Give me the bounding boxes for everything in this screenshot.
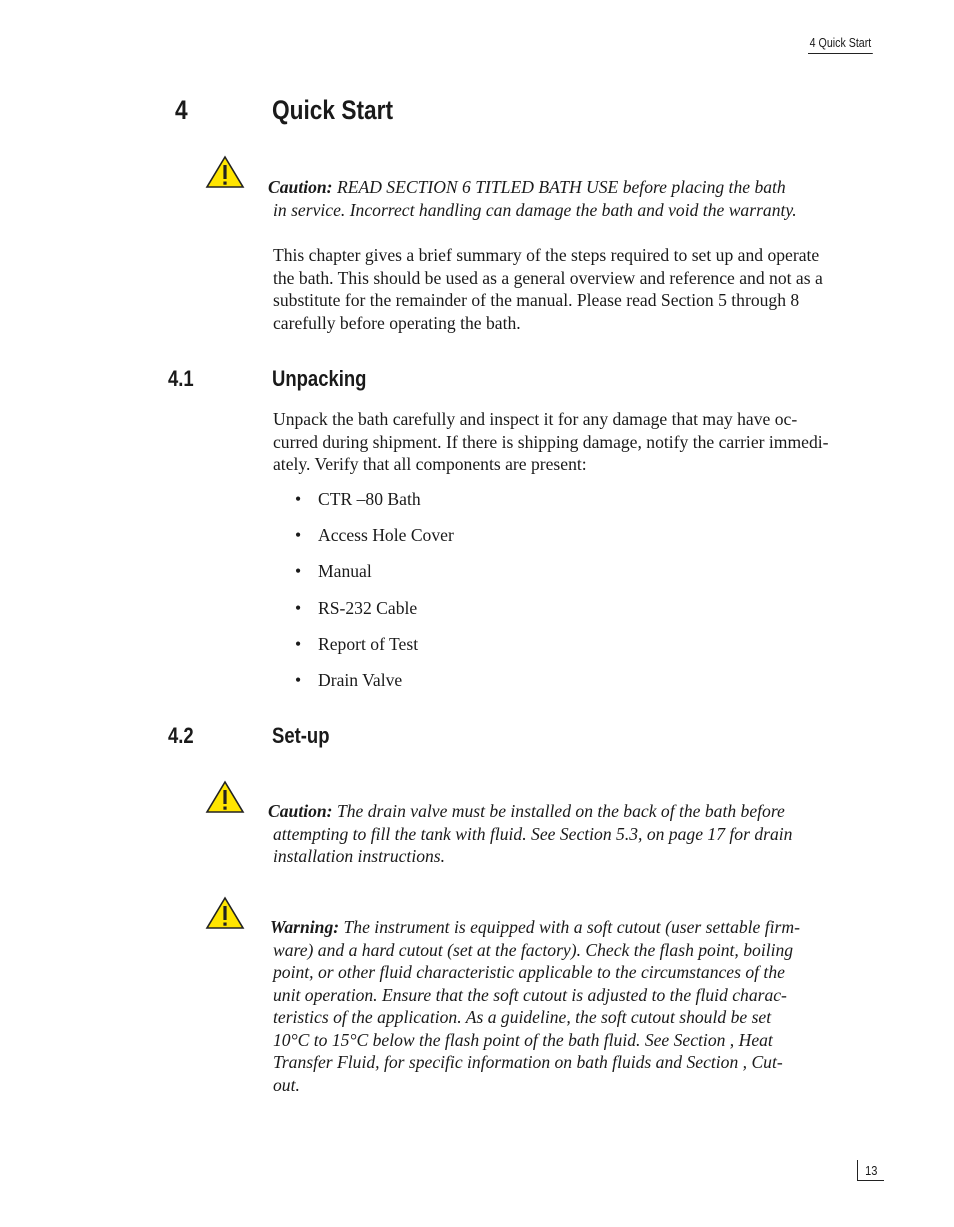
warning-triangle-icon (205, 896, 245, 930)
caution-line: READ SECTION 6 TITLED BATH USE before placing the bath (336, 177, 786, 197)
paragraph-line: substitute for the remainder of the manual. Please read Section 5 through 8 (273, 290, 800, 310)
paragraph-line: the bath. This should be used as a general overview and reference and not as a (273, 267, 823, 288)
bullet: • (295, 525, 302, 546)
list-item-text: RS-232 Cable (318, 597, 418, 618)
list-item-text: Drain Valve (318, 669, 403, 690)
chapter-number: 4 (175, 95, 188, 125)
list-item (295, 560, 454, 596)
section-title: Set-up (272, 723, 330, 748)
page-number (857, 1160, 884, 1181)
list-item-text: Manual (318, 561, 372, 582)
caution-label: Caution: (268, 177, 333, 197)
unpacking-paragraph (273, 408, 888, 476)
paragraph-line: curred during shipment. If there is shipping damage, notify the carrier immedi- (273, 431, 829, 452)
warning-line: ware) and a hard cutout (set at the factory). Check the flash point, boiling (273, 939, 794, 960)
paragraph-line: carefully before operating the bath. (273, 312, 521, 333)
caution-note-1 (268, 176, 868, 221)
bullet: • (295, 669, 302, 690)
chapter-title: Quick Start (272, 95, 393, 125)
warning-line: unit operation. Ensure that the soft cutout is adjusted to the fluid charac- (273, 984, 787, 1005)
warning-triangle-icon (205, 155, 245, 189)
warning-line: Transfer Fluid, for specific information on bath fluids and Section , Cut- (273, 1052, 783, 1072)
paragraph-line: Unpack the bath carefully and inspect it for any damage that may have oc- (273, 409, 798, 429)
list-item-text: Access Hole Cover (318, 525, 454, 546)
caution-label: Caution: (268, 801, 333, 821)
section-number: 4.1 (168, 366, 194, 391)
caution-line: attempting to fill the tank with fluid. See Section 5.3, on page 17 for drain (273, 823, 793, 844)
bullet: • (295, 561, 302, 582)
section-title: Unpacking (272, 366, 367, 391)
component-list (295, 488, 454, 705)
page-number-text: 13 (864, 1163, 878, 1178)
warning-triangle-icon (205, 780, 245, 814)
paragraph-line: ately. Verify that all components are present: (273, 454, 587, 474)
list-item (295, 488, 454, 524)
list-item (295, 597, 454, 633)
list-item (295, 669, 454, 705)
caution-line: in service. Incorrect handling can damage the bath and void the warranty. (273, 199, 797, 220)
bullet: • (295, 597, 302, 618)
bullet: • (295, 633, 302, 654)
caution-line: installation instructions. (273, 846, 446, 866)
warning-line: teristics of the application. As a guideline, the soft cutout should be set (273, 1007, 772, 1027)
list-item (295, 524, 454, 560)
list-item-text: CTR –80 Bath (318, 489, 421, 509)
caution-line: The drain valve must be installed on the back of the bath before (336, 801, 785, 821)
paragraph-line: This chapter gives a brief summary of the steps required to set up and operate (273, 245, 820, 265)
running-header: 4 Quick Start (808, 35, 873, 54)
warning-line: point, or other fluid characteristic applicable to the circumstances of the (273, 962, 785, 982)
caution-note-2 (268, 800, 868, 868)
list-item-text: Report of Test (318, 633, 419, 654)
warning-label: Warning: (270, 917, 340, 937)
warning-line: out. (273, 1074, 300, 1095)
warning-line: The instrument is equipped with a soft cutout (user settable firm- (343, 917, 800, 937)
section-number: 4.2 (168, 723, 194, 748)
list-item (295, 633, 454, 669)
warning-line: 10°C to 15°C below the flash point of the bath fluid. See Section , Heat (273, 1029, 773, 1050)
warning-note (268, 916, 868, 1096)
intro-paragraph (273, 244, 888, 334)
bullet: • (295, 489, 302, 509)
